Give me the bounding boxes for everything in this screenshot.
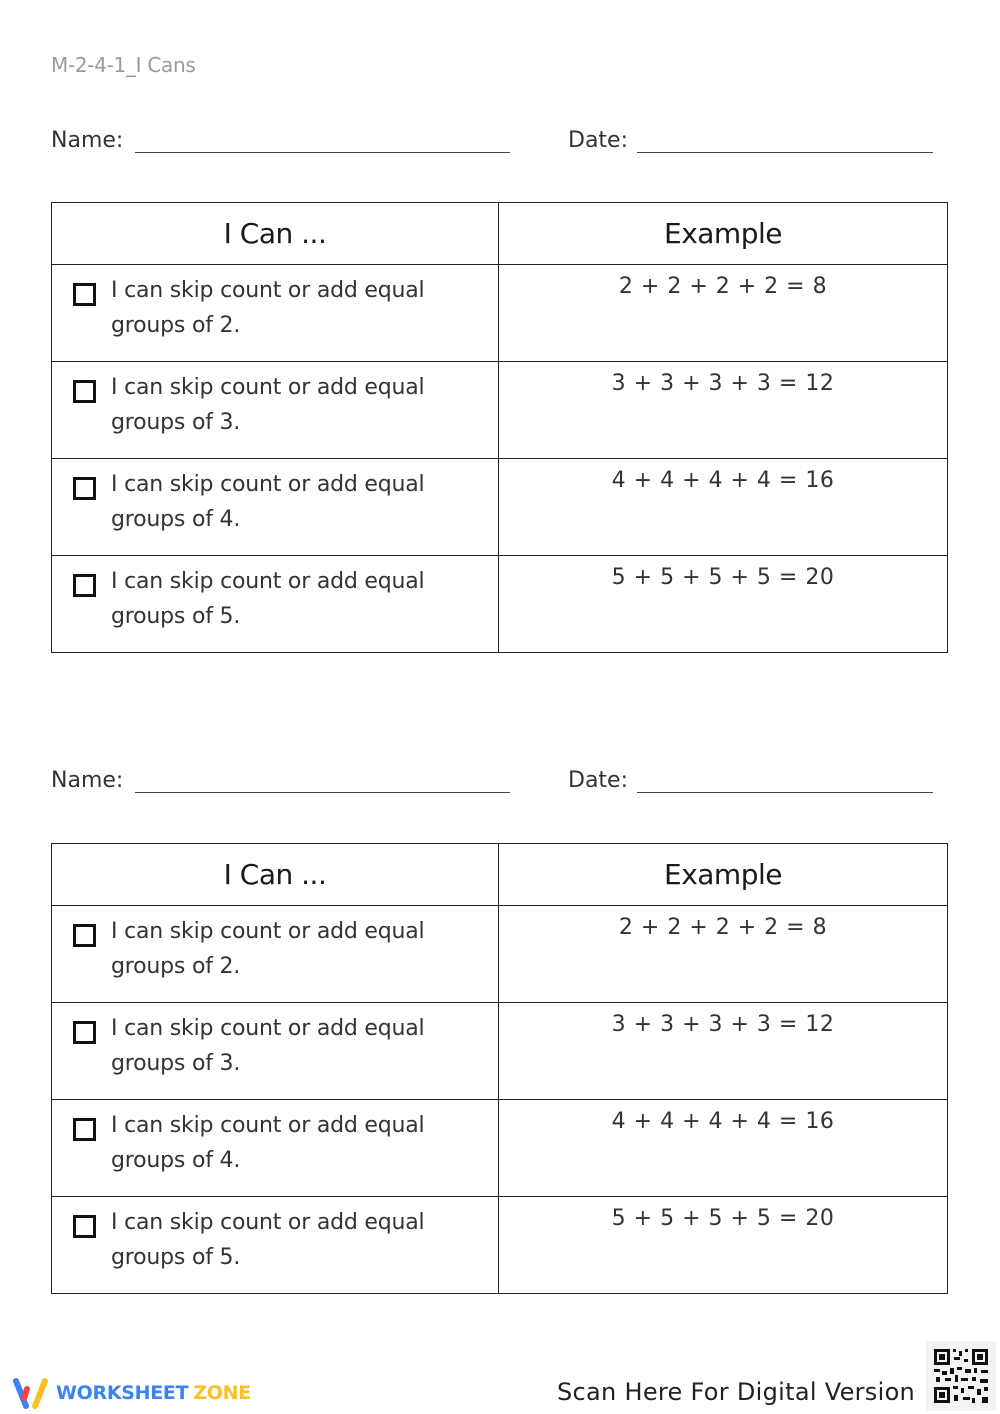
- i-can-table: [51, 843, 948, 1294]
- table-row: [52, 1100, 948, 1197]
- header-example: Example: [499, 203, 948, 265]
- checkbox[interactable]: [73, 477, 96, 500]
- table-row: [52, 556, 948, 653]
- skill-text: I can skip count or add equal groups of 2.: [111, 278, 425, 338]
- skill-text: I can skip count or add equal groups of 4.: [111, 472, 425, 532]
- scan-caption: Scan Here For Digital Version: [557, 1378, 916, 1406]
- table-header-row: [52, 844, 948, 906]
- example-text: 5 + 5 + 5 + 5 = 20: [611, 1206, 835, 1231]
- name-field[interactable]: [135, 152, 510, 153]
- date-label: Date:: [568, 128, 628, 153]
- name-label: Name:: [51, 128, 124, 153]
- skill-text: I can skip count or add equal groups of 2.: [111, 919, 425, 979]
- example-text: 2 + 2 + 2 + 2 = 8: [618, 274, 828, 299]
- table-row: [52, 906, 948, 1003]
- skill-text: I can skip count or add equal groups of 5.: [111, 569, 425, 629]
- brand-secondary: ZONE: [193, 1382, 251, 1404]
- table-row: [52, 1197, 948, 1294]
- i-can-table: [51, 202, 948, 653]
- table-row: [52, 1003, 948, 1100]
- checkbox[interactable]: [73, 1215, 96, 1238]
- header-i-can: I Can ...: [52, 203, 499, 265]
- name-field[interactable]: [135, 792, 510, 793]
- skill-text: I can skip count or add equal groups of 5.: [111, 1210, 425, 1270]
- checkbox[interactable]: [73, 283, 96, 306]
- example-text: 3 + 3 + 3 + 3 = 12: [611, 371, 835, 396]
- skill-text: I can skip count or add equal groups of 3.: [111, 1016, 425, 1076]
- table-row: [52, 265, 948, 362]
- date-label: Date:: [568, 768, 628, 793]
- document-id: M-2-4-1_I Cans: [51, 53, 196, 77]
- skill-text: I can skip count or add equal groups of 4.: [111, 1113, 425, 1173]
- checkbox[interactable]: [73, 1021, 96, 1044]
- example-text: 3 + 3 + 3 + 3 = 12: [611, 1012, 835, 1037]
- example-text: 4 + 4 + 4 + 4 = 16: [611, 1109, 835, 1134]
- skill-text: I can skip count or add equal groups of 3.: [111, 375, 425, 435]
- header-example: Example: [499, 844, 948, 906]
- date-field[interactable]: [637, 792, 933, 793]
- table-row: [52, 459, 948, 556]
- table-row: [52, 362, 948, 459]
- date-field[interactable]: [637, 152, 933, 153]
- name-label: Name:: [51, 768, 124, 793]
- checkbox[interactable]: [73, 924, 96, 947]
- worksheet-zone-logo: [10, 1376, 251, 1410]
- header-i-can: I Can ...: [52, 844, 499, 906]
- brand-primary: WORKSHEET: [56, 1382, 189, 1404]
- table-header-row: [52, 203, 948, 265]
- example-text: 2 + 2 + 2 + 2 = 8: [618, 915, 828, 940]
- checkbox[interactable]: [73, 574, 96, 597]
- name-date-row: [51, 128, 951, 160]
- example-text: 4 + 4 + 4 + 4 = 16: [611, 468, 835, 493]
- checkbox[interactable]: [73, 1118, 96, 1141]
- example-text: 5 + 5 + 5 + 5 = 20: [611, 565, 835, 590]
- checkbox[interactable]: [73, 380, 96, 403]
- name-date-row: [51, 768, 951, 800]
- qr-code-icon[interactable]: [926, 1341, 996, 1411]
- logo-mark-icon: [10, 1376, 52, 1410]
